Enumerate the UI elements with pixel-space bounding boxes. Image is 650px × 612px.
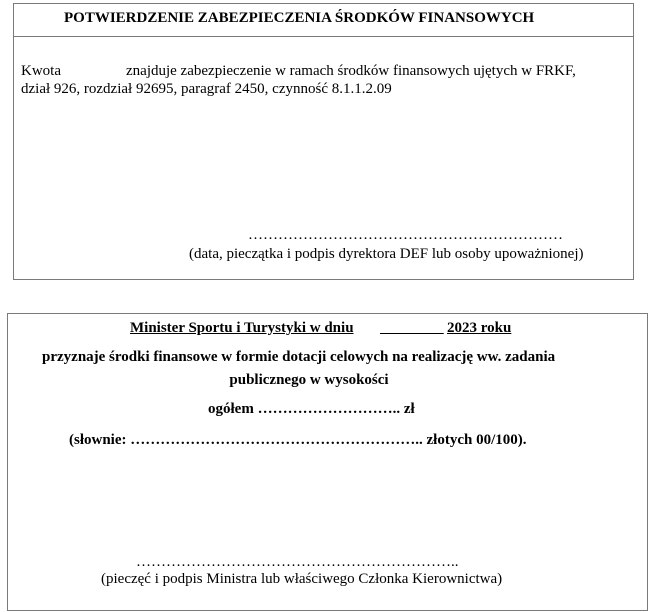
amount-label: Kwota [21, 63, 61, 79]
funds-confirmation-section [13, 3, 634, 280]
funds-confirmation-header [14, 4, 633, 37]
decision-heading-year: 2023 roku [447, 320, 512, 336]
funds-confirmation-title: POTWIERDZENIE ZABEZPIECZENIA ŚRODKÓW FINANSOWYCH [64, 10, 535, 26]
minister-signature-caption: (pieczęć i podpis Ministra lub właściwego Członka Kierownictwa) [101, 571, 503, 587]
director-signature-caption: (data, pieczątka i podpis dyrektora DEF lub osoby upoważnionej) [189, 246, 584, 262]
confirmation-body-line-2: dział 926, rozdział 92695, paragraf 2450, czynność 8.1.1.2.09 [21, 81, 392, 97]
confirmation-body-line-1: znajduje zabezpieczenie w ramach środków finansowych ujętych w FRKF, [126, 63, 576, 79]
decision-body-line-2: publicznego w wysokości [229, 372, 389, 388]
director-signature-line: ……………………………………………………… [248, 227, 563, 243]
decision-heading-date-label: Minister Sportu i Turystyki w dniu [130, 320, 354, 336]
amount-in-words-line: (słownie: ………………………………………………….. złotych 00/100). [69, 432, 527, 448]
total-amount-line: ogółem ……………………….. zł [208, 401, 415, 417]
decision-date-blank [380, 320, 444, 337]
minister-signature-line: ……………………………………………………….. [136, 554, 459, 570]
minister-decision-section [7, 313, 648, 611]
decision-body-line-1: przyznaje środki finansowe w formie dotacji celowych na realizację ww. zadania [42, 349, 556, 365]
